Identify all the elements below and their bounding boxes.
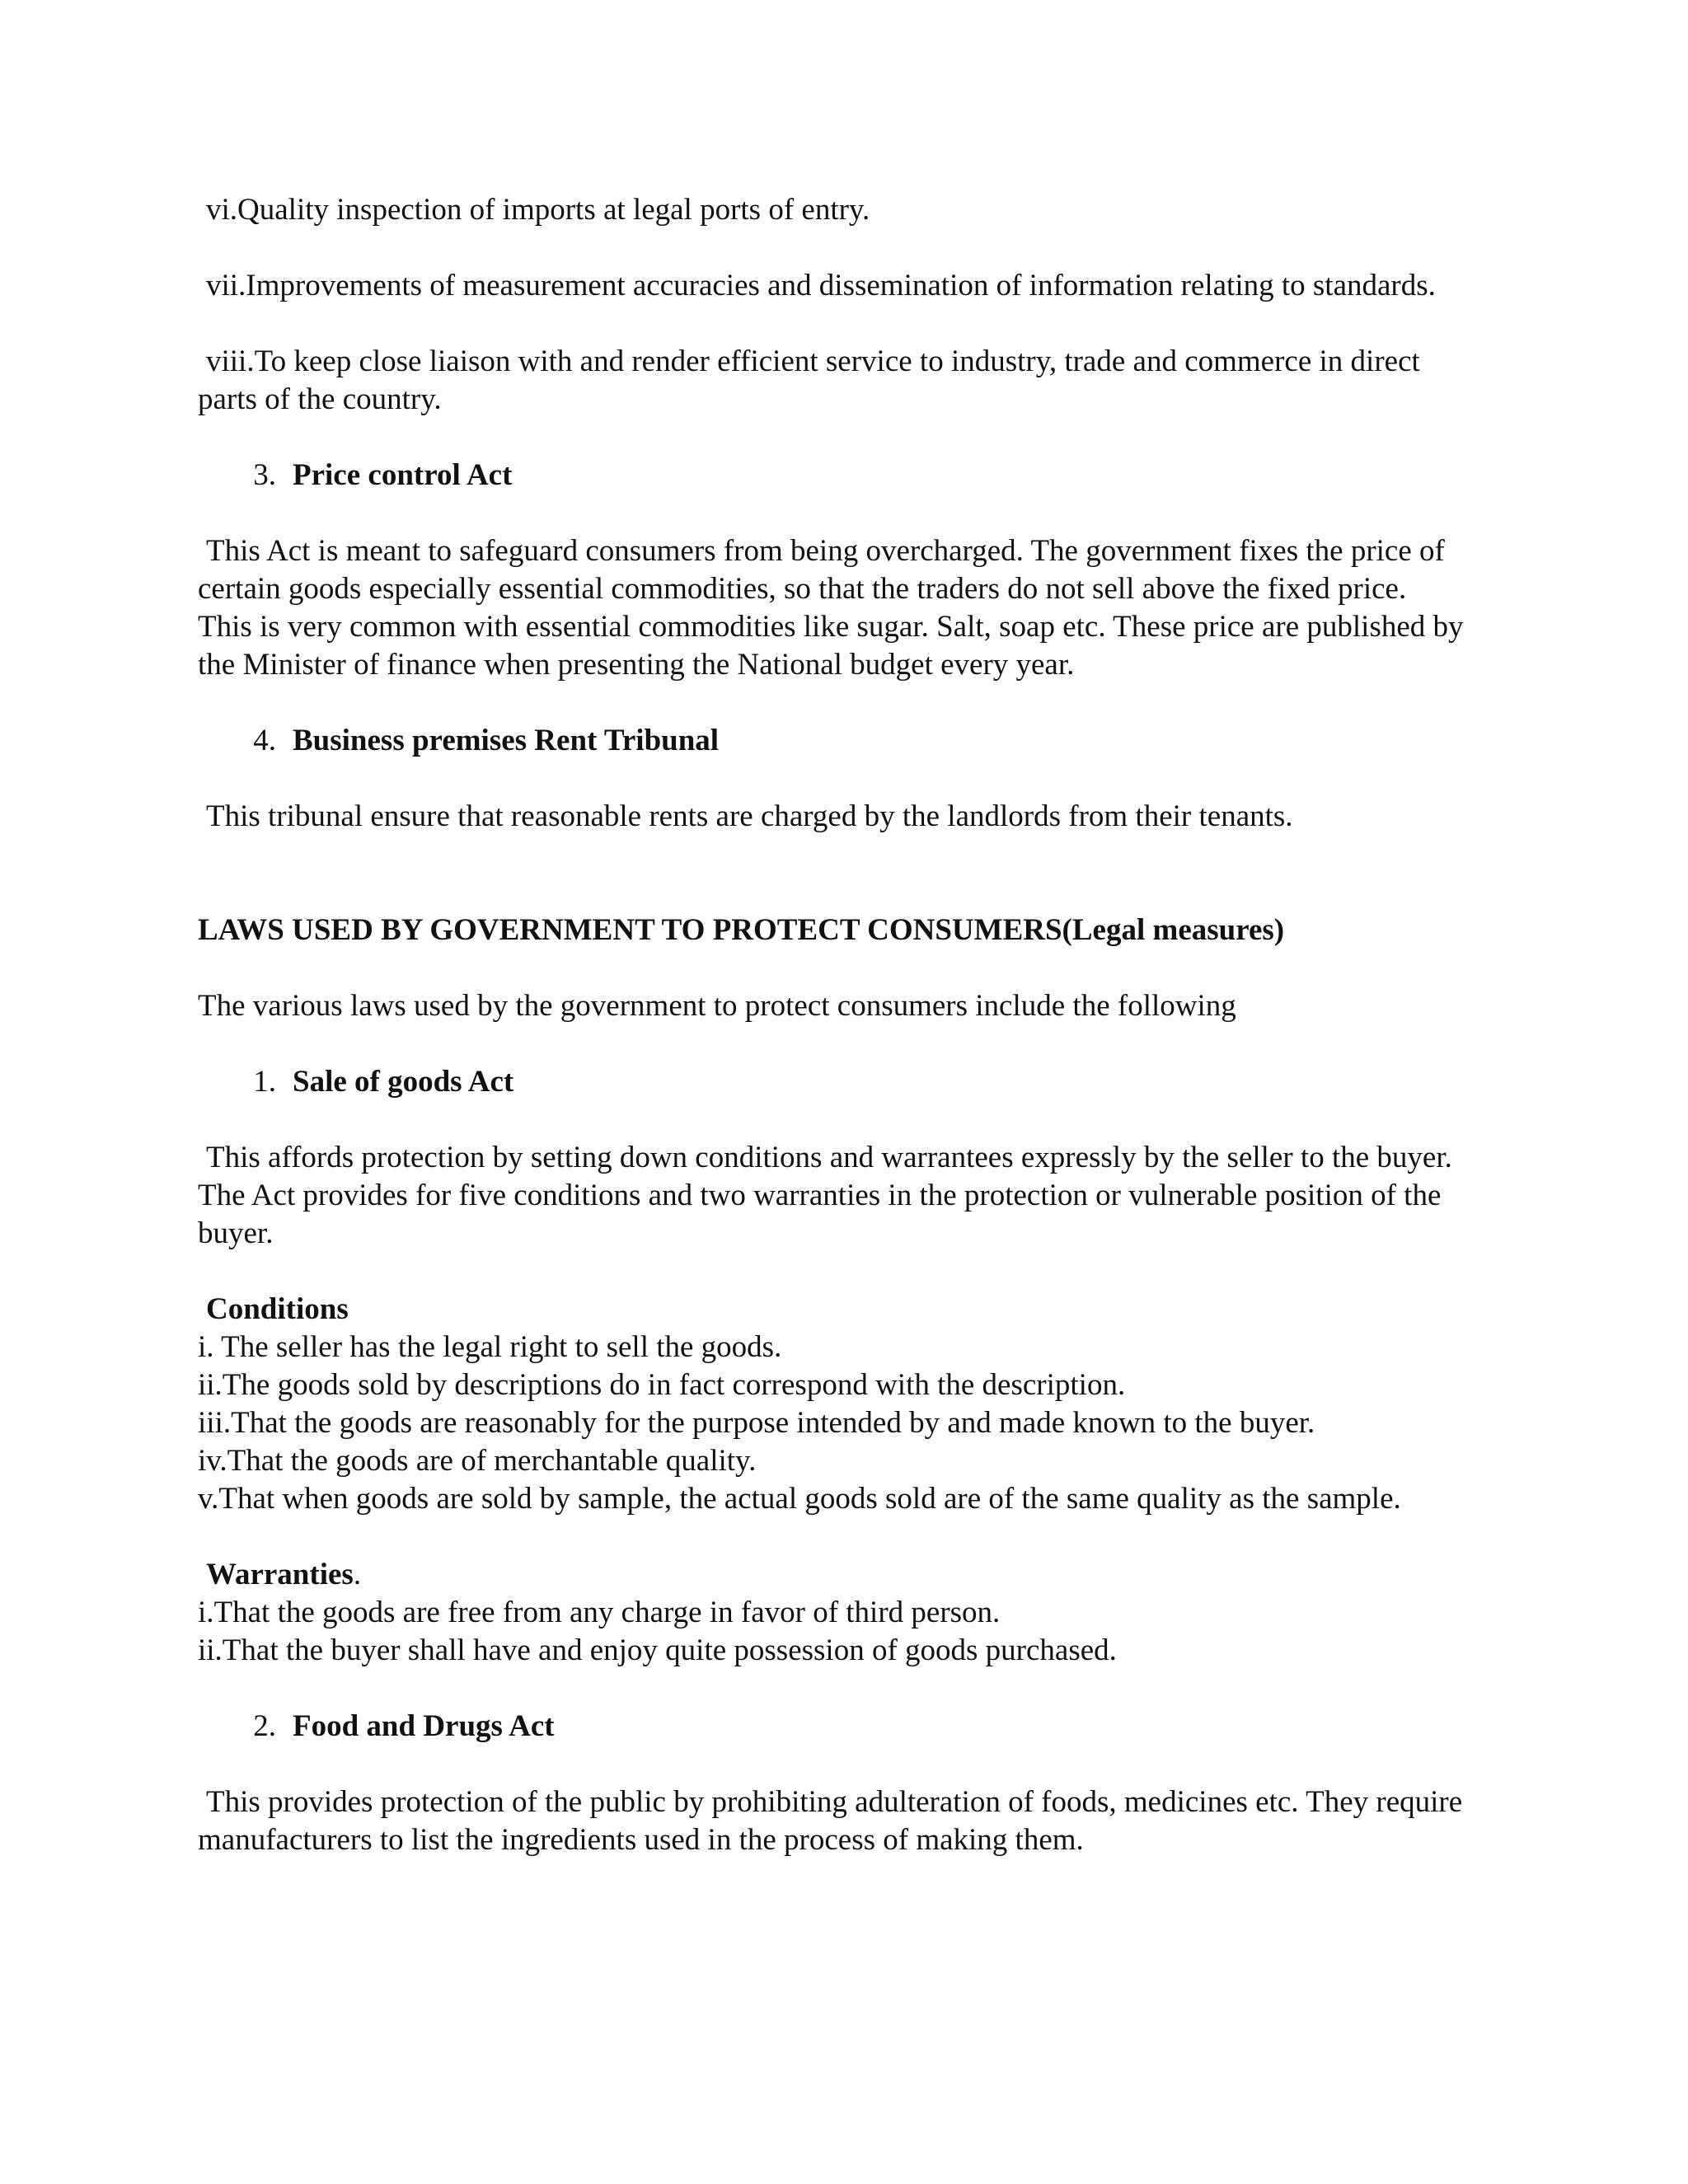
heading-number: 3. — [253, 458, 276, 492]
list-item-vi: vi.Quality inspection of imports at legal ports of entry. — [206, 193, 870, 227]
heading-price-control-act — [198, 457, 1467, 494]
warranty-item: ii.That the buyer shall have and enjoy quite possession of goods purchased. — [198, 1633, 1117, 1667]
condition-item: iii.That the goods are reasonably for the purpose intended by and made known to the buyer. — [198, 1406, 1315, 1440]
list-item-viii: viii.To keep close liaison with and render efficient service to industry, trade and commerce in direct parts of the country. — [198, 344, 1420, 416]
condition-item: ii.The goods sold by descriptions do in fact correspond with the description. — [198, 1368, 1126, 1402]
heading-number: 2. — [253, 1709, 276, 1743]
document-page — [198, 191, 1467, 1897]
condition-item: iv.That the goods are of merchantable quality. — [198, 1444, 757, 1478]
laws-intro: The various laws used by the government to protect consumers include the following — [198, 989, 1236, 1023]
heading-sale-of-goods-act — [198, 1063, 1467, 1101]
conditions-label: Conditions — [206, 1292, 349, 1326]
heading-rent-tribunal — [198, 722, 1467, 760]
price-control-paragraph: This Act is meant to safeguard consumers from being overcharged. The government fixes the price of certain goods especially essential commodities, so that the traders do not sell above the fixed price. This is very common with essential commodities like sugar. Salt, soap etc. These price are published by the Minister of finance when presenting the National budget every year. — [198, 534, 1464, 682]
warranty-item: i.That the goods are free from any charge in favor of third person. — [198, 1596, 1001, 1629]
heading-text: Business premises Rent Tribunal — [293, 724, 720, 757]
warranties-label: Warranties. — [206, 1558, 362, 1591]
heading-number: 1. — [253, 1065, 276, 1099]
list-item-vii: vii.Improvements of measurement accuracies and dissemination of information relating to standards. — [206, 269, 1436, 302]
condition-item: i. The seller has the legal right to sell the goods. — [198, 1330, 782, 1364]
condition-item: v.That when goods are sold by sample, the actual goods sold are of the same quality as the sample. — [198, 1482, 1401, 1516]
food-and-drugs-paragraph: This provides protection of the public by prohibiting adulteration of foods, medicines etc. They require manufacturers to list the ingredients used in the process of making them. — [198, 1785, 1463, 1857]
heading-text: Sale of goods Act — [293, 1065, 514, 1099]
heading-number: 4. — [253, 724, 276, 757]
sale-of-goods-paragraph: This affords protection by setting down conditions and warrantees expressly by the seller to the buyer. The Act provides for five conditions and two warranties in the protection or vulnerable position of the buyer. — [198, 1141, 1452, 1250]
heading-food-and-drugs-act — [198, 1708, 1467, 1746]
rent-tribunal-paragraph: This tribunal ensure that reasonable rents are charged by the landlords from their tenants. — [206, 799, 1293, 833]
heading-text: Food and Drugs Act — [293, 1709, 555, 1743]
heading-text: Price control Act — [293, 458, 513, 492]
section-title-laws: LAWS USED BY GOVERNMENT TO PROTECT CONSUMERS(Legal measures) — [198, 913, 1285, 947]
